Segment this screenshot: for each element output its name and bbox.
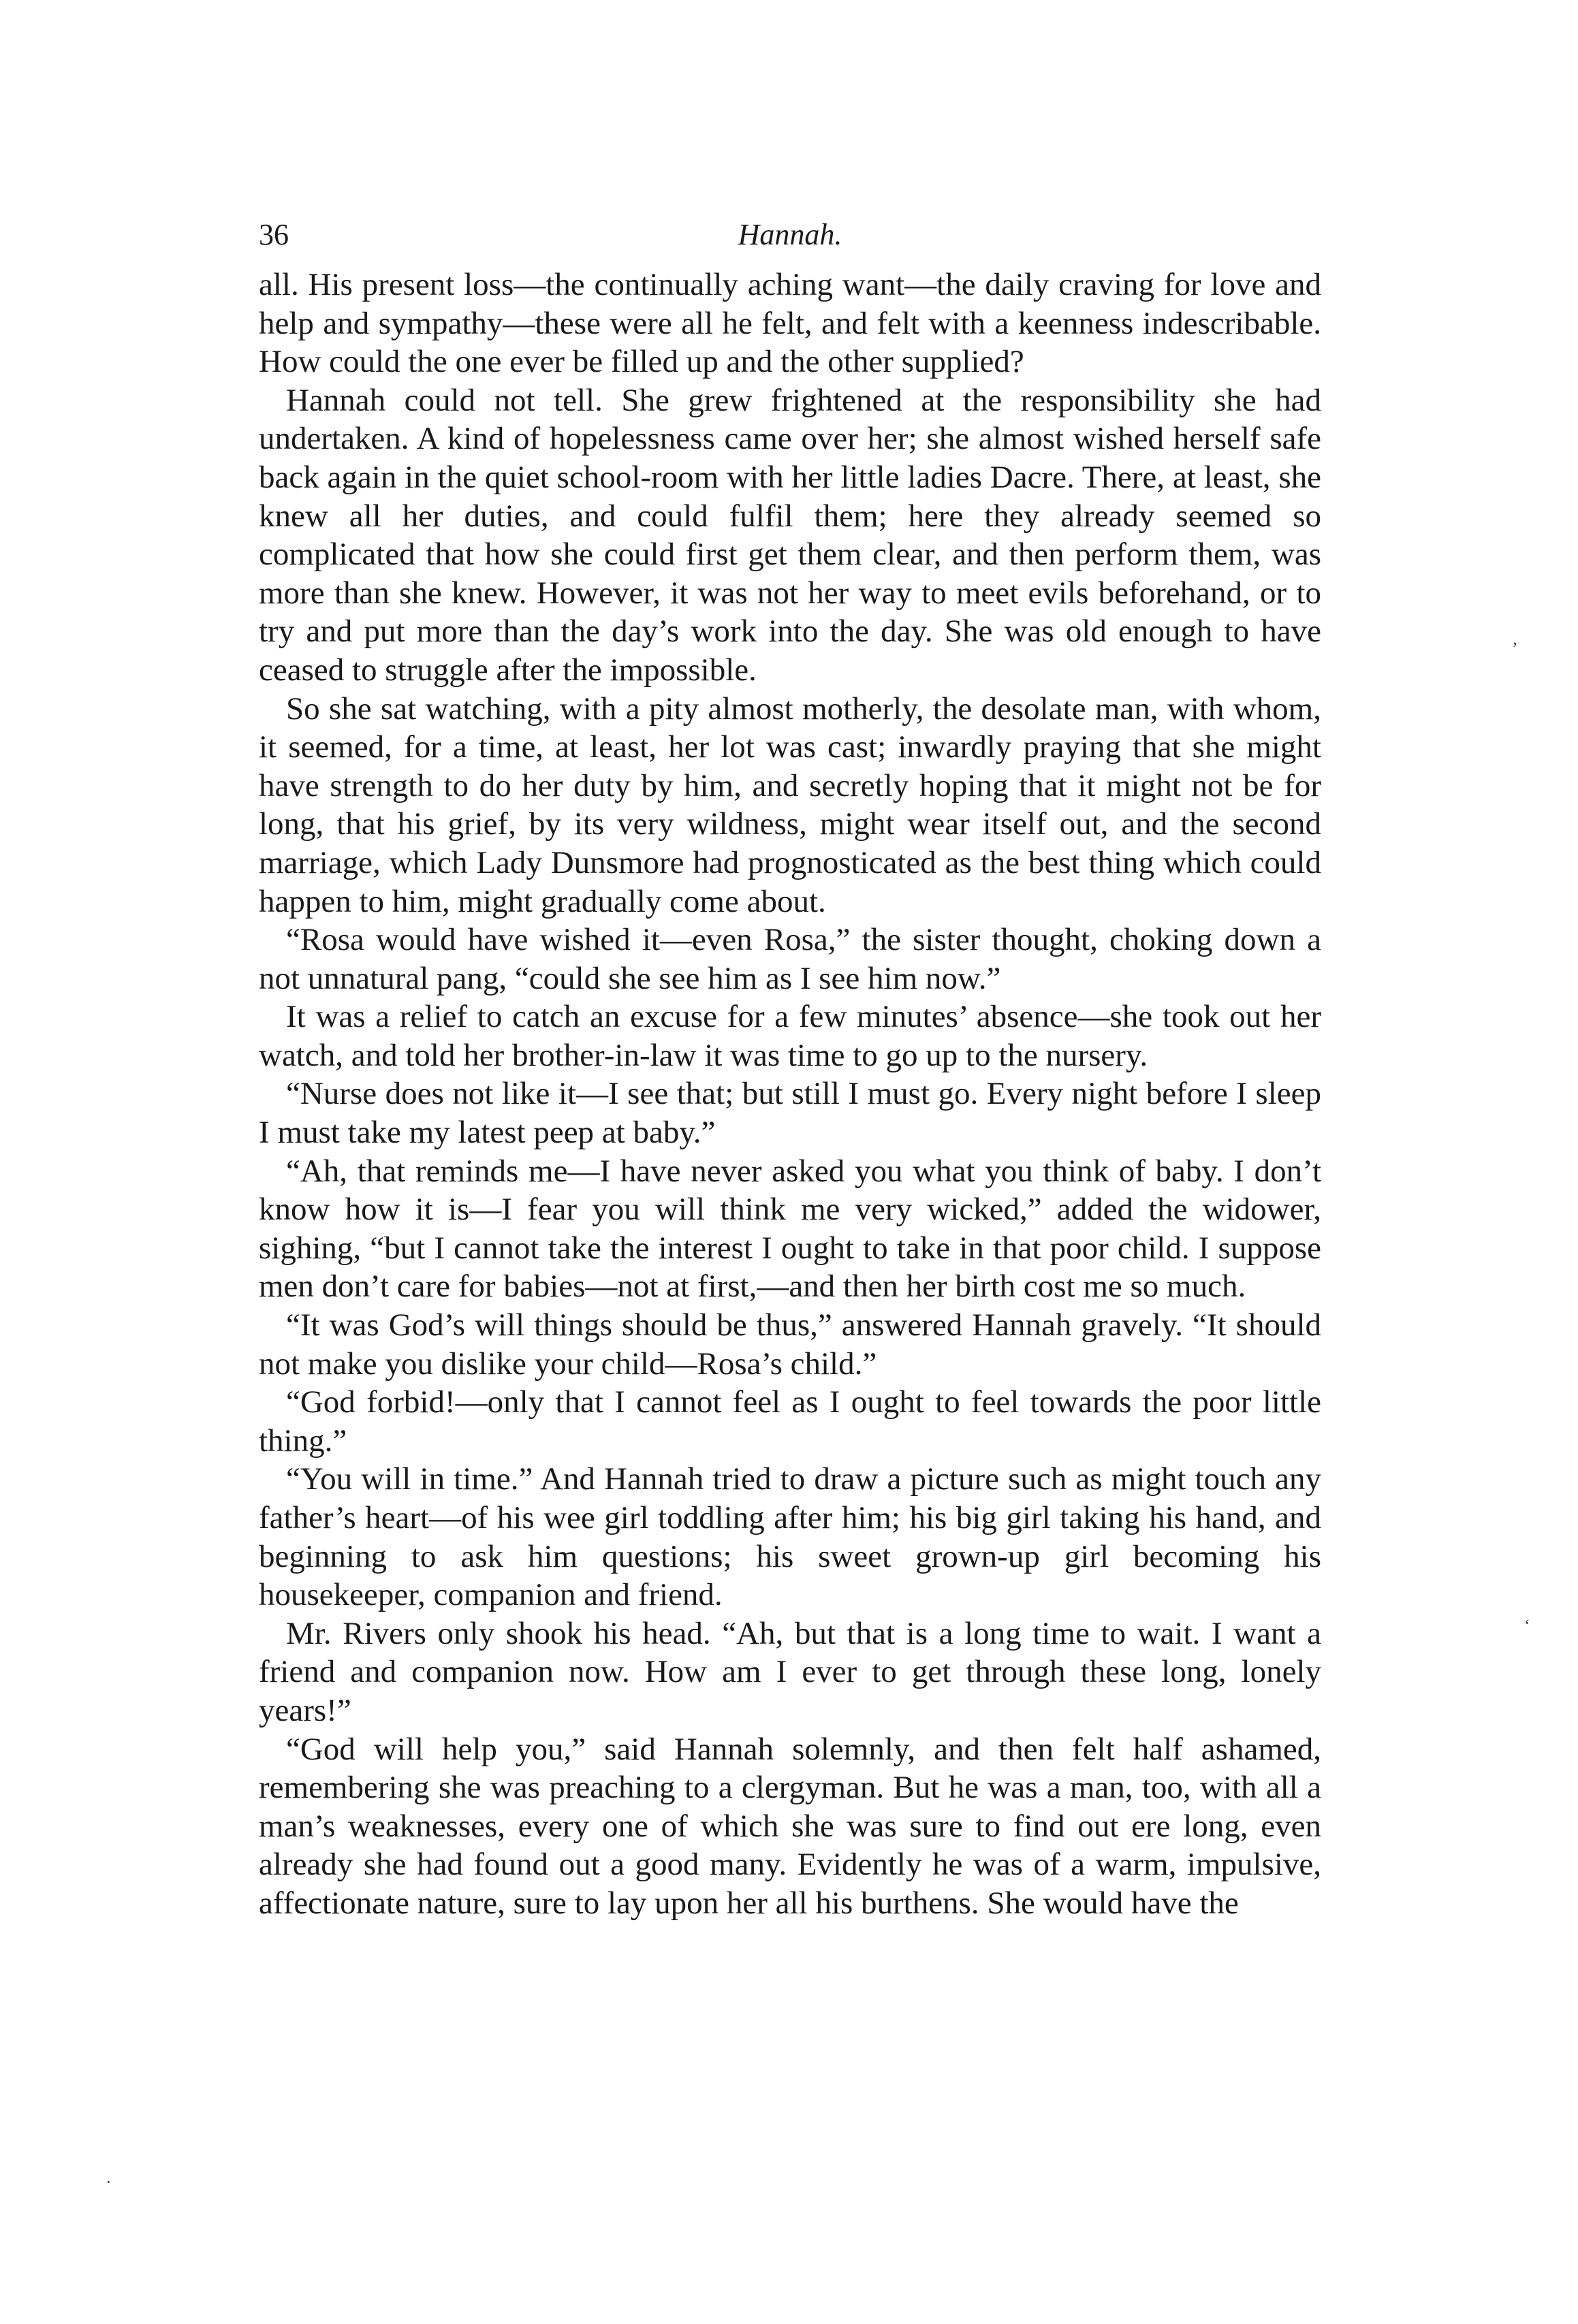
body-text bbox=[259, 266, 1321, 1923]
paragraph: “Nurse does not like it—I see that; but still I must go. Every night before I sleep I must take my latest peep at baby.” bbox=[259, 1076, 1321, 1151]
page-header bbox=[259, 214, 1321, 255]
paragraph: “You will in time.” And Hannah tried to draw a picture such as might touch any father’s heart—of his wee girl toddling after him; his big girl taking his hand, and beginning to ask him questions; his sweet grown-up girl becoming his housekeeper, companion and friend. bbox=[259, 1461, 1321, 1613]
paragraph: Mr. Rivers only shook his head. “Ah, but that is a long time to wait. I want a friend and companion now. How am I ever to get through these long, lonely years!” bbox=[259, 1615, 1321, 1728]
paragraph: all. His present loss—the continually aching want—the daily craving for love and help and sympathy—these were all he felt, and felt with a keenness indescribable. How could the one ever be filled up and the other supplied? bbox=[259, 267, 1321, 380]
margin-speck: ’ bbox=[1512, 639, 1518, 658]
paragraph: So she sat watching, with a pity almost motherly, the desolate man, with whom, it seemed, for a time, at least, her lot was cast; inwardly praying that she might have strength to do her duty by him, and secretly hoping that it might not be for long, that his grief, by its very wildness, might wear itself out, and the second marriage, which Lady Dunsmore had prognosticated as the best thing which could happen to him, might gradually come about. bbox=[259, 690, 1321, 919]
paragraph: It was a relief to catch an excuse for a few minutes’ absence—she took out her watch, and told her brother-in-law it was time to go up to the nursery. bbox=[259, 999, 1321, 1073]
margin-speck: · bbox=[106, 2172, 112, 2192]
margin-speck: ‘ bbox=[1524, 1616, 1530, 1636]
page-number: 36 bbox=[259, 218, 289, 251]
running-title: Hannah. bbox=[738, 218, 842, 251]
paragraph: “Ah, that reminds me—I have never asked you what you think of baby. I don’t know how it is—I fear you will think me very wicked,” added the widower, sighing, “but I cannot take the interest I ought to take in that poor child. I suppose men don’t care for babies—not at first,—and then her birth cost me so much. bbox=[259, 1153, 1321, 1305]
paragraph: Hannah could not tell. She grew frightened at the responsibility she had undertaken. A kind of hopelessness came over her; she almost wished herself safe back again in the quiet school-room with her little ladies Dacre. There, at least, she knew all her duties, and could fulfil them; here they already seemed so complicated that how she could first get them clear, and then perform them, was more than she knew. However, it was not her way to meet evils beforehand, or to try and put more than the day’s work into the day. She was old enough to have ceased to struggle after the impossible. bbox=[259, 382, 1321, 688]
paragraph: “God forbid!—only that I cannot feel as I ought to feel towards the poor little thing.” bbox=[259, 1384, 1321, 1459]
paragraph: “God will help you,” said Hannah solemnly, and then felt half ashamed, remembering she was preaching to a clergyman. But he was a man, too, with all a man’s weaknesses, every one of which she was sure to find out ere long, even already she had found out a good many. Evidently he was of a warm, impulsive, affectionate nature, sure to lay upon her all his burthens. She would have the bbox=[259, 1731, 1321, 1921]
paragraph: “Rosa would have wished it—even Rosa,” the sister thought, choking down a not unnatural pang, “could she see him as I see him now.” bbox=[259, 922, 1321, 996]
paragraph: “It was God’s will things should be thus,” answered Hannah gravely. “It should not make you dislike your child—Rosa’s child.” bbox=[259, 1307, 1321, 1382]
